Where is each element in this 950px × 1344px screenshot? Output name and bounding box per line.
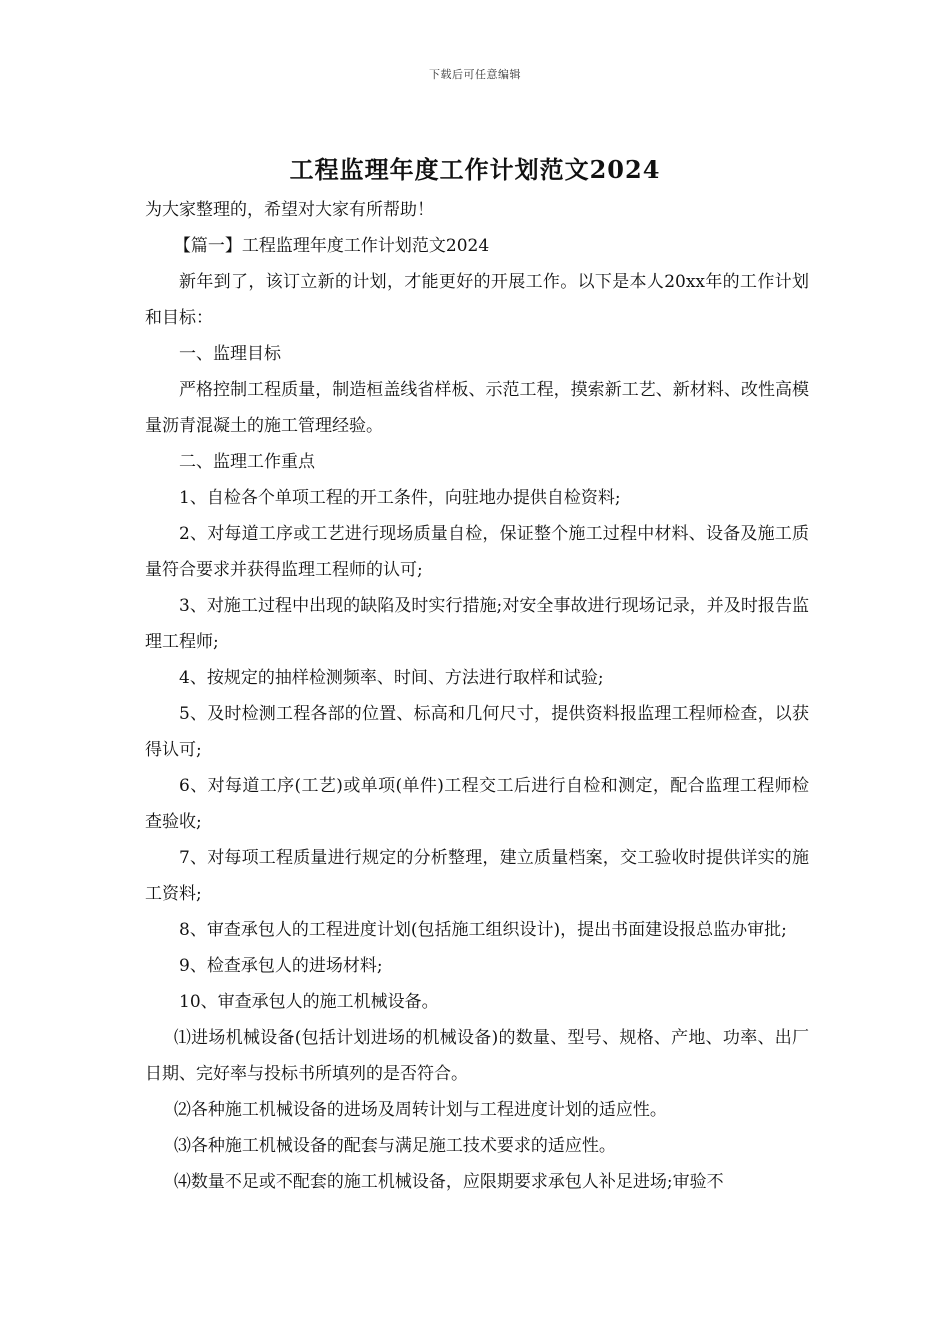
list-item: 9、检查承包人的进场材料; [179, 956, 383, 976]
sub-list-item: ⑴进场机械设备(包括计划进场的机械设备)的数量、型号、规格、产地、功率、出厂日期、完好率与投标书所填列的是否符合。 [145, 1028, 809, 1084]
sub-list-item: ⑷数量不足或不配套的施工机械设备，应限期要求承包人补足进场;审验不 [173, 1172, 724, 1192]
paragraph-intro: 为大家整理的，希望对大家有所帮助！ [145, 200, 434, 220]
list-item: 8、审查承包人的工程进度计划(包括施工组织设计)，提出书面建设报总监办审批; [179, 920, 787, 940]
header-note: 下载后可任意编辑 [429, 68, 521, 81]
paragraph-heading: 二、监理工作重点 [179, 452, 315, 472]
document-title: 工程监理年度工作计划范文2024 [289, 155, 661, 184]
list-item: 6、对每道工序(工艺)或单项(单件)工程交工后进行自检和测定，配合监理工程师检查验收; [145, 776, 809, 832]
paragraph-heading: 一、监理目标 [179, 344, 281, 364]
paragraph: 新年到了，该订立新的计划，才能更好的开展工作。以下是本人20xx年的工作计划和目标： [145, 272, 809, 328]
list-item: 1、自检各个单项工程的开工条件，向驻地办提供自检资料; [179, 488, 621, 508]
sub-list-item: ⑵各种施工机械设备的进场及周转计划与工程进度计划的适应性。 [173, 1100, 667, 1120]
paragraph: 严格控制工程质量，制造桓盖线省样板、示范工程，摸索新工艺、新材料、改性高模量沥青混凝土的施工管理经验。 [145, 380, 809, 436]
paragraph-section-heading: 【篇一】工程监理年度工作计划范文2024 [173, 236, 490, 256]
list-item: 2、对每道工序或工艺进行现场质量自检，保证整个施工过程中材料、设备及施工质量符合要求并获得监理工程师的认可; [145, 524, 809, 580]
list-item: 3、对施工过程中出现的缺陷及时实行措施;对安全事故进行现场记录，并及时报告监理工程师; [145, 596, 809, 652]
sub-list-item: ⑶各种施工机械设备的配套与满足施工技术要求的适应性。 [173, 1136, 616, 1156]
list-item: 10、审查承包人的施工机械设备。 [179, 992, 439, 1012]
list-item: 4、按规定的抽样检测频率、时间、方法进行取样和试验; [179, 668, 604, 688]
document-body [145, 192, 809, 1200]
list-item: 7、对每项工程质量进行规定的分析整理，建立质量档案，交工验收时提供详实的施工资料; [145, 848, 809, 904]
list-item: 5、及时检测工程各部的位置、标高和几何尺寸，提供资料报监理工程师检查，以获得认可; [145, 704, 809, 760]
